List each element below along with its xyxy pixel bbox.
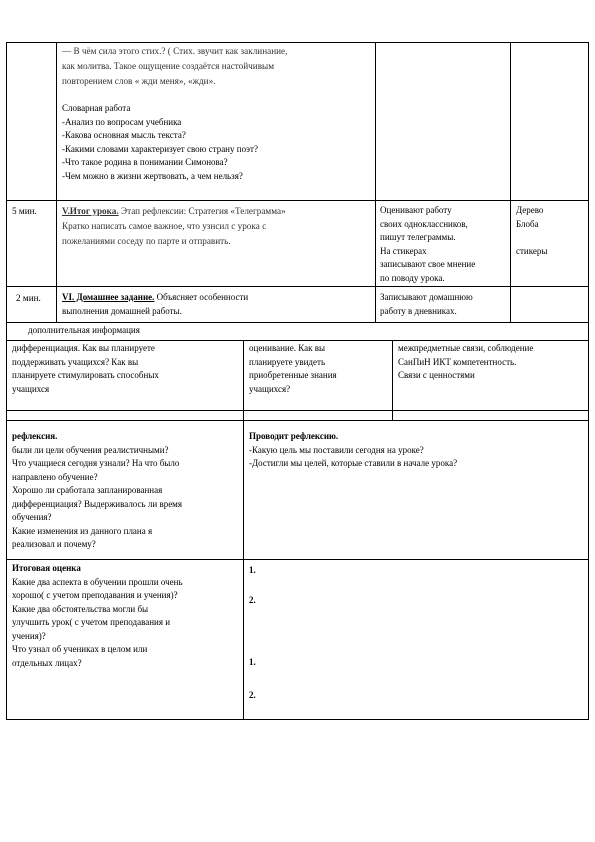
row3-stage-line: выполнения домашней работы. [62,305,182,316]
row2-students-line: На стикерах [380,245,427,256]
reflection-question: обучения? [12,512,52,522]
assessment-line: учащихся? [249,383,291,394]
reflection-question: Что учащиеся сегодня узнали? На что было [12,458,180,468]
row2-students-line: по поводу урока. [380,272,445,283]
differentiation-line: поддерживать учащихся? Как вы [12,356,139,367]
additional-header: дополнительная информация [28,325,140,335]
poem-line: — В чём сила этого стих.? ( Стих. звучит как заклинание, [62,46,288,56]
row3-stage-title: VI. Домашнее задание. [62,292,155,302]
students-column-border [510,42,511,322]
additional-left-border [6,322,7,420]
summary-question: Какие два обстоятельства могли бы [12,603,149,614]
table-right-border [588,42,589,322]
reflection-question: Хорошо ли сработала запланированная [12,485,163,495]
assessment-line: планируете увидеть [249,356,326,367]
reflection-question: Какие изменения из данного плана я [12,525,153,536]
reflection-questions-cell [12,430,182,552]
reflection-activity-title: Проводит рефлексию. [249,431,339,441]
summary-number-1: 1. [249,565,256,575]
time-column-border [56,42,57,322]
resource-tree: Дерево [516,205,544,215]
reflection-question: реализовал и почему? [12,539,96,549]
interdisciplinary-line: Связи с ценностями [398,370,475,380]
vocabulary-title: Словарная работа [62,103,131,113]
summary-number-3: 1. [249,657,256,667]
differentiation-cell [12,342,159,396]
table-top-border [6,42,589,43]
row2-stage [62,204,286,249]
poem-line: повторением слов « жди меня», «жди». [62,76,216,86]
row2-resources [516,204,547,258]
additional-right-border [588,322,589,420]
reflection-question: были ли цели обучения реалистичными? [12,444,169,455]
reflection-activity-line: -Какую цель мы поставили сегодня на уроке? [249,444,424,455]
question-item: -Анализ по вопросам учебника [62,116,182,127]
summary-number-2: 2. [249,595,256,605]
poem-line: как молитва. Такое ощущение создаётся настойчивым [62,61,275,71]
summary-bottom-border [6,719,589,720]
row2-time: 5 мин. [12,206,37,216]
summary-question: Какие два аспекта в обучении прошли очень [12,576,183,587]
row2-students-line: Оценивают работу [380,205,452,215]
assessment-line: оценивание. Как вы [249,343,325,353]
poem-analysis-text [62,44,287,89]
row2-bottom-border [6,286,589,287]
summary-question: Что узнал об учениках в целом или [12,644,148,654]
additional-header-bottom [6,340,589,341]
additional-col1-border [243,340,244,420]
summary-questions-cell [12,562,183,670]
resource-stickers: стикеры [516,245,548,256]
interdisciplinary-line: межпредметные связи, соблюдение [398,343,534,353]
row3-students [380,291,473,318]
reflection-right-border [588,420,589,720]
summary-question: учения)? [12,630,46,641]
assessment-cell [249,342,337,396]
additional-col2-border [392,340,393,420]
interdisciplinary-cell [398,342,533,383]
assessment-line: приобретенные знания [249,370,337,380]
resource-blob: Блоба [516,218,539,229]
summary-title: Итоговая оценка [12,563,81,573]
table-left-border [6,42,7,322]
row2-stage-title: V.Итог урока. [62,206,119,216]
row2-students-line: записывают свое мнение [380,259,476,269]
stage-column-border [375,42,376,322]
summary-question: отдельных лицах? [12,657,82,668]
row2-students-line: своих одноклассников, [380,218,468,229]
reflection-question: дифференциация? Выдерживалось ли время [12,498,183,509]
reflection-middle-border [243,420,244,720]
reflection-title: рефлексия. [12,431,58,441]
vocabulary-work-block [62,102,258,183]
reflection-activity-cell [249,430,457,471]
row3-bottom-border [6,322,589,323]
additional-bottom-border [6,410,589,411]
reflection-question: направлено обучение? [12,471,98,482]
differentiation-line: планируете стимулировать способных [12,370,159,380]
row2-stage-line: Кратко написать самое важное, что узнсил с урока с [62,221,267,231]
summary-question: улучшить урок( с учетом преподавания и [12,617,171,627]
row3-stage [62,291,248,318]
row3-time: 2 мин. [16,293,41,303]
row2-students-line: пишут телеграммы. [380,232,456,242]
row2-students [380,204,475,285]
question-item: -Какими словами характеризует свою страну поэт? [62,143,258,154]
summary-question: хорошо( с учетом преподавания и учения)? [12,590,178,600]
question-item: -Чем можно в жизни жертвовать, а чем нельзя? [62,170,243,181]
row2-stage-rest: Этап рефлексии: Стратегия «Телеграмма» [118,206,286,216]
differentiation-line: дифференциация. Как вы планируете [12,343,155,353]
row2-stage-line: пожеланиями соседу по парте и отправить. [62,236,231,246]
additional-bottom-border-2 [6,420,589,421]
row3-students-line: Записывают домашнюю [380,292,473,302]
row1-bottom-border [6,200,589,201]
interdisciplinary-line: СанПиН ИКТ компетентность. [398,356,517,367]
row3-stage-rest: Объясняет особенности [154,292,249,302]
summary-number-4: 2. [249,690,256,700]
reflection-activity-line: -Достигли мы целей, которые ставили в начале урока? [249,458,458,468]
question-item: -Какова основная мысль текста? [62,130,186,140]
reflection-left-border [6,420,7,720]
reflection-bottom-border [6,559,589,560]
row3-students-line: работу в дневниках. [380,305,457,316]
question-item: -Что такое родина в понимании Симонова? [62,157,228,167]
differentiation-line: учащихся [12,383,50,394]
